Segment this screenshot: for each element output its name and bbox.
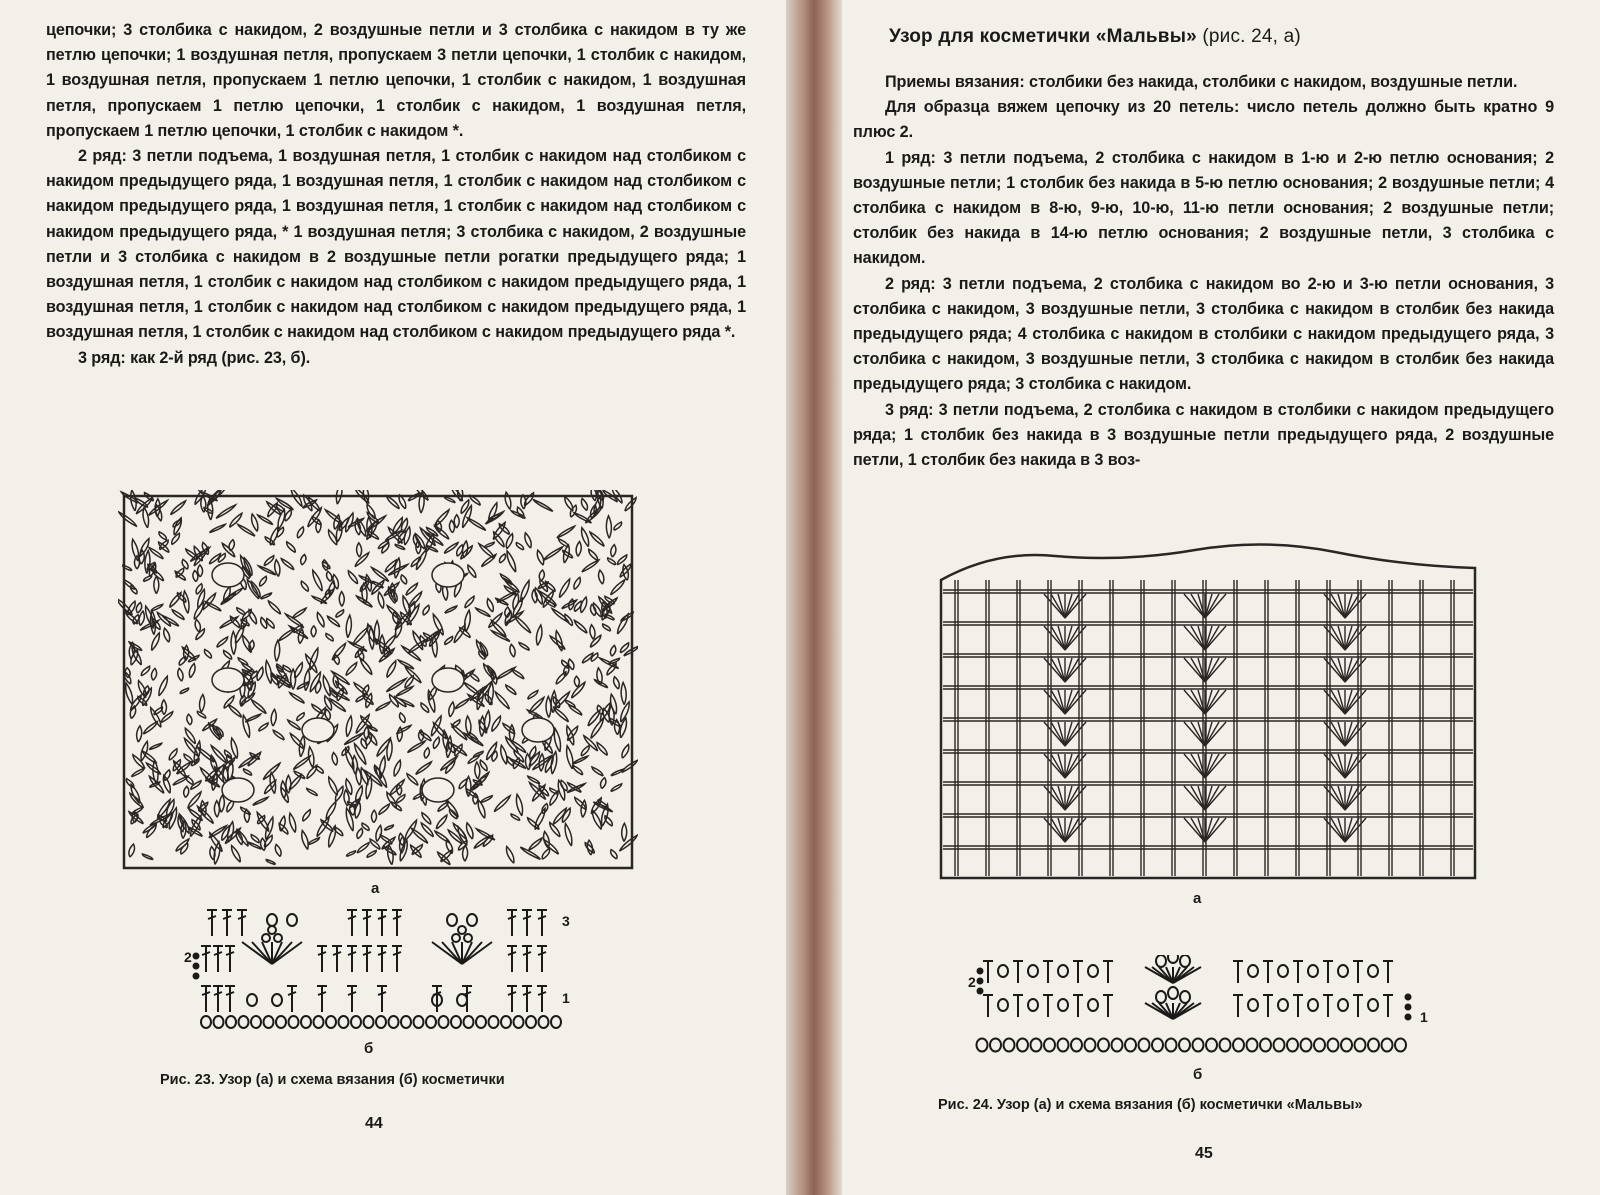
scheme-23-row-label-1: 1 <box>562 990 570 1006</box>
right-paragraph-2-text: Для образца вяжем цепочку из 20 петель: число петель должно быть кратно 9 плюс 2. <box>853 98 1554 142</box>
right-paragraph-5 <box>853 398 1554 474</box>
r-row-1-label: 1 ряд: <box>885 148 936 167</box>
figure-24-letter-b: б <box>1193 1066 1203 1083</box>
right-paragraph-3 <box>853 146 1554 272</box>
scheme-24-row-label-2: 2 <box>968 974 976 990</box>
right-page-number: 45 <box>1195 1145 1213 1162</box>
pattern-heading <box>889 26 1301 48</box>
right-paragraph-1-text: столбики без накида, столбики с накидом, воздушные петли. <box>1024 73 1518 91</box>
scheme-23-row-label-2: 2 <box>184 949 192 965</box>
left-page-number: 44 <box>365 1115 383 1132</box>
figure-23-caption: Рис. 23. Узор (а) и схема вязания (б) косметички <box>160 1072 505 1088</box>
left-paragraph-3-text: как 2-й ряд (рис. 23, б). <box>125 348 311 367</box>
right-paragraph-3-text: 3 петли подъема, 2 столбика с накидом в 1-ю и 2-ю петлю основания; 2 воздушные петли; 1 столбик без накида в 5-ю петлю основания; 2 воздушные петли; 4 столбика с накидом в 8-ю, 9-ю, 10-ю, 11-ю петли основания; 2 воздушные петли; столбик без накида в 14-ю петлю основания; 2 воздушные петли, 3 столбика с накидом. <box>853 148 1554 268</box>
book-gutter <box>786 0 842 1195</box>
right-paragraph-4 <box>853 272 1554 398</box>
pattern-heading-ref: (рис. 24, а) <box>1196 26 1301 47</box>
figure-24-caption: Рис. 24. Узор (а) и схема вязания (б) косметички «Мальвы» <box>938 1097 1363 1113</box>
left-paragraph-3 <box>46 346 746 371</box>
right-paragraph-4-text: 3 петли подъема, 2 столбика с накидом во 2-ю и 3-ю петли основания, 3 столбика с накидом, 3 воздушные петли, 3 столбика с накидом в столбик без накида предыдущего ряда; 4 столбика с накидом в столбики с накидом предыдущего ряда, 3 столбика с накидом, 3 воздушные петли, 3 столбика с накидом в столбик без накида предыдущего ряда; 3 столбика с накидом. <box>853 274 1555 394</box>
row-2-label: 2 ряд: <box>78 147 127 166</box>
scheme-24-row-label-1: 1 <box>1420 1009 1428 1025</box>
right-paragraph-2 <box>853 95 1554 145</box>
left-paragraph-1 <box>46 18 746 144</box>
figure-23b-scheme <box>182 900 582 1035</box>
scheme-23-row-label-3: 3 <box>562 913 570 929</box>
left-paragraph-2-text: 3 петли подъема, 1 воздушная петля, 1 столбик с накидом над столбиком с накидом предыдущего ряда, 1 воздушная петля, 1 столбик с накидом над столбиком с накидом предыдущего ряда, 1 воздушная петля, 1 столбик с накидом над столбиком с накидом предыдущего ряда, * 1 воздушная петля; 3 столбика с накидом, 2 воздушные петли и 3 столбика с накидом в 2 воздушные петли рогатки предыдущего ряда; 1 воздушная петля, 1 столбик с накидом над столбиком с накидом предыдущего ряда, 1 воздушная петля, 1 столбик с накидом над столбиком с накидом предыдущего ряда, 1 воздушная петля, 1 столбик с накидом над столбиком с накидом предыдущего ряда *. <box>46 147 746 342</box>
left-paragraph-2 <box>46 144 746 346</box>
r-row-3-label: 3 ряд: <box>885 400 934 419</box>
left-paragraph-1-text: цепочки; 3 столбика с накидом, 2 воздушные петли и 3 столбика с накидом в ту же петлю цепочки; 1 воздушная петля, пропускаем 3 петли цепочки, 1 столбик с накидом, 1 воздушная петля, пропускаем 1 петлю цепочки, 1 столбик с накидом, 1 воздушная петля, пропускаем 1 петлю цепочки, 1 столбик с накидом, 1 воздушная петля, пропускаем 1 петлю цепочки, 1 столбик с накидом *. <box>46 21 746 140</box>
figure-23-letter-a: а <box>371 880 380 897</box>
r-row-2-label: 2 ряд: <box>885 274 936 293</box>
pattern-heading-title: Узор для косметички «Мальвы» <box>889 26 1197 47</box>
figure-23a-swatch <box>118 490 638 875</box>
figure-24-letter-a: а <box>1193 890 1202 907</box>
techniques-label: Приемы вязания: <box>885 73 1025 91</box>
right-paragraph-1 <box>853 70 1554 95</box>
figure-24b-scheme <box>968 955 1428 1065</box>
left-page-text <box>46 18 746 371</box>
figure-23-letter-b: б <box>364 1040 374 1057</box>
right-page-text <box>853 70 1554 473</box>
figure-24a-swatch <box>935 540 1485 885</box>
right-paragraph-5-text: 3 петли подъема, 2 столбика с накидом в столбики с накидом предыдущего ряда; 1 столбик без накида в 3 воздушные петли предыдущего ряда, 2 воздушные петли, 1 столбик без накида в 3 воз- <box>853 400 1554 470</box>
row-3-label: 3 ряд: <box>78 348 126 367</box>
